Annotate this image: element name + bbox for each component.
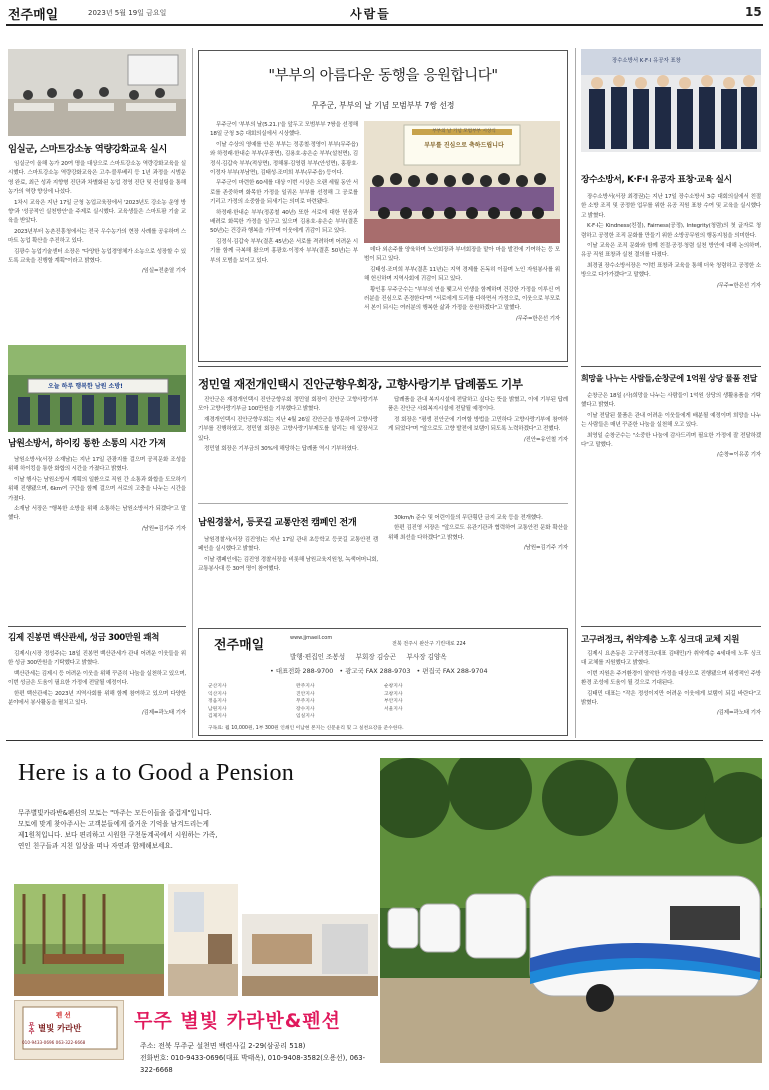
bureau-item: 완주지사 [296,684,315,689]
bureau-item: 순창지사 [384,684,403,689]
divider [581,626,761,627]
paragraph: 황인홍 무주군수는 "부부의 연을 맺고서 인생을 함께하며 건강한 가정을 이루신 여러분을 진심으로 존경한다"며 "서로에게 도리를 다하면서 가정으로, 이웃으로 부모로서 본이 되시는 여러분의 행복한 삶과 가정을 응원하겠다"고 말했다. [364,286,560,312]
divider [198,366,568,367]
article-body [8,160,186,277]
vice-chairman: 부회장 김승곤 [355,653,396,661]
paragraph: 진안군은 재경개인택시 진안군향우회 정민열 회장이 진안군 고향사랑기부 모아 고향사랑기부금 100만원을 기부했다고 밝혔다. [198,397,378,413]
bureau-item: 익산지사 [208,691,227,697]
column-rule [192,48,193,738]
ad-fax: 광고국 FAX 288-9703 [345,667,411,675]
byline: /김제=곽노태 기자 [141,710,186,717]
paragraph: 임실군이 올해 농가 20여 명을 대상으로 스마트강소농 역량강화교육을 실시했다. 스마트강소농 역량강화교육은 고추·블루베리 등 1년 과정을 시범운영 완료, 최근 성과 지향형 진단과 차별화된 농업 경영 진단 및 컨설팅을 통해 농가의 역량 향상에 나섰다. [8,161,186,196]
article-body [198,536,378,576]
byline: /순창=이유종 기자 [716,452,761,459]
paragraph: 최영일 순창군수는 "소중한 나눔에 감사드리며 필요한 가정에 잘 전달하겠다"고 말했다. [581,432,761,449]
bureau-item: 장수지사 [296,706,315,712]
publication-brand: 전주매일 [8,8,59,23]
article-headline: 고구려정크, 취약계층 노후 싱크대 교체 지원 [581,635,740,645]
byline: /임실=전춘열 기자 [141,268,186,275]
paragraph: 이날 교육은 조직 문화와 함께 친절·공정·청렴 실천 방안에 대해 논의하며, 유공 직원 표창과 실천 결의를 다졌다. [581,243,761,259]
byline: /남원=김기주 기자 [141,525,186,532]
pension-phone: 전화번호: 010-9433-0696(대표 박태옥), 010-9408-3582(오용선), 063-322-6668 [140,1054,366,1074]
divider [581,366,761,367]
photo-caravans-forest [380,758,762,1063]
feature-subtitle: 무주군, 부부의 날 기념 모범부부 7쌍 선정 [311,101,455,110]
article-headline: 남원소방서, 하이킹 통한 소통의 시간 가져 [8,439,166,449]
paragraph: K·F·I는 Kindness(친절), Fairness(공정), Integrity(청렴)의 첫 글자로 청렴하고 공정한 조직 문화를 만들기 위한 소방공무원의 행동지침을 의미한다. [581,223,761,239]
pension-address: 주소: 전북 무주군 설천면 백련사길 2-29(삼공리 518) [140,1042,306,1050]
paragraph: 이날 캠페인에는 김진영 경찰서장을 비롯해 남원교육지원청, 녹색어머니회, 교통봉사대 등 30여 명이 참여했다. [198,556,378,573]
paragraph: 소재남 서장은 "행복한 소방을 위해 소통하는 남원소방서가 되겠다"고 말했다. [8,506,186,522]
bureau-list [384,683,474,713]
photo-banner-text: 장수소방서 K·F·I 유공자 표창 [612,58,681,64]
paragraph: 2023년부터 농촌진흥청에서는 전국 우수농가의 현장 사례를 공유하며 스마트 농업 확산을 추진하고 있다. [8,228,186,245]
article-headline: 희망을 나누는 사람들,순창군에 1억원 상당 물품 전달 [581,374,758,383]
byline: /김제=곽노태 기자 [716,710,761,717]
ad-line: 연인 친구들과 지친 일상을 떠나 자연과 함께해보세요. [18,842,173,850]
bureau-item: 정읍지사 [208,699,227,705]
edit-fax: 편집국 FAX 288-9704 [422,667,488,675]
paragraph: 김제시 요촌동은 고구려정크(대표 김태민)가 취약계층 4세대에 노후 싱크대 교체를 지원했다고 밝혔다. [581,651,761,667]
paragraph: 이날 전달된 물품은 관내 어려운 이웃들에게 배분될 예정이며 희망을 나누는 사람들은 매년 꾸준한 나눔을 실천해 오고 있다. [581,412,761,429]
divider [198,503,568,504]
byline: /무주=한은선 기자 [515,315,560,322]
bureau-list [296,683,386,721]
paragraph: 남원소방서(서장 소재남)는 지난 17일 관광지를 걸으며 공직문화 조성을 위해 하이킹을 통한 화합의 시간을 가졌다고 밝혔다. [8,457,186,473]
paragraph: 이번 지원은 주거환경이 열악한 가정을 대상으로 진행됐으며 위생적인 주방환경 조성에 도움이 될 것으로 기대된다. [581,670,761,687]
paragraph: 장수소방서(서장 최경권)는 지난 17일 장수소방서 3층 대회의실에서 친절한 소방 조직 및 공정한 업무를 위한 유공 직원 표창 수여 및 교육을 실시했다고 밝혔다. [581,194,761,219]
sign-phone: 010-9433-0696 063-322-6668 [22,1040,86,1045]
sign-text-top: 펜 션 [56,1011,71,1019]
paragraph: 정 회장은 "평생 진안군에 기여할 방법을 고민하다 고향사랑기부에 참여하게 되었다"며 "앞으로도 고향 발전에 보탬이 되도록 노력하겠다"고 전했다. [388,416,568,433]
ad-line: 모토에 맞게 찾아주시는 고객분들에게 즐거운 기억을 남겨드리는게 [18,820,209,828]
page-number: 15 [745,5,762,19]
masthead-address: 전북 전주시 완산구 기린대로 224 [392,641,466,647]
masthead-brand: 전주매일 [214,638,265,653]
article-headline: 남원경찰서, 등굣길 교통안전 캠페인 전개 [198,517,357,528]
photo-bbq-deck [14,884,164,996]
paragraph: 김정식·김갑숙 부부(결혼 45년)은 서로를 격려하며 어려운 시기를 함께 극복해 왔으며 홍광호·이정자 부부(결혼 50년)는 부부의 모범을 보이고 있다. [210,238,358,264]
paragraph: 무주군이 '부부의 날(5.21.)'을 앞두고 모범부부 7쌍을 선정해 18일 군청 3층 대회의실에서 시상했다. [210,122,358,138]
article-body [210,121,358,267]
masthead-publisher [290,653,560,661]
paragraph: 1차시 교육은 지난 17일 군청 농업교육장에서 '2023년도 강소농 운영 방향'과 '성공적인 실천방안'을 주제로 실시했다. 교육생들은 스마트팜 기술 교육을 받았다. [8,199,186,225]
article-body [388,396,568,445]
ad-top-rule [6,740,763,741]
ad-line: 제1원칙입니다. 보다 편리하고 시원한 구천동계곡에서 시원하는 가족, [18,831,218,839]
paragraph: 최경권 장수소방서장은 "이번 표창과 교육을 통해 더욱 청렴하고 공정한 소방으로 다가가겠다"고 말했다. [581,262,761,279]
pension-name: 무주 별빛 카라반&펜션 [134,1010,341,1032]
paragraph: 답례품을 관내 복지시설에 전달하고 싶다는 뜻을 밝혔고, 이에 기부된 답례품은 진안군 사회복지시설에 전달될 예정이다. [388,397,568,413]
article-body [388,514,568,554]
photo-banner-text: 부부를 진심으로 축하드립니다 [424,142,504,149]
paragraph: 한편 백산관세는 2023년 지역사회를 위해 함께 참여하고 있으며 다양한 분야에서 봉사활동을 펼치고 있다. [8,690,186,707]
sign-text-main: 별빛 카라반 [38,1023,82,1033]
issue-date: 2023년 5월 19일 금요일 [88,9,167,17]
byline: /무주=한은선 기자 [716,282,761,289]
paragraph: 재경개인택시 진안군향우회는 지난 4월 26일 진안군을 방문하여 고향사랑기부를 진행하였고, 정민열 회장은 고향사랑기부제도를 알리는 데 앞장서고 있다. [198,416,378,442]
photo-banner-text: 오늘 하루 행복한 남원 소방! [48,383,123,390]
article-body [581,392,761,461]
vice-president: 부사장 김양옥 [406,653,447,661]
photo-classroom [8,49,186,136]
photo-banner-text: 부부의 날 기념 모범부부 시상식 [432,129,496,134]
sign-text-left: 무주 [27,1022,34,1034]
byline: /남원=김기주 기자 [523,545,568,552]
masthead-footer: 구독료: 월 10,000원, 1부 300원 인쇄인 이남현 본지는 신문윤리 및 그 실천요강을 준수한다. [208,726,404,731]
paragraph: 하정래·한내순 부부(정종철 40년) 또한 서로에 대한 믿음과 배려로 화목한 가정을 일구고 있으며 김용호·송은순 부부(결혼 50년)는 건강과 행복을 가꾸며 이웃에게 귀감이 되고 있다. [210,209,358,235]
header-rule [6,24,763,26]
paragraph: 김제시(시장 정성주)는 18일 진봉면 백산관세가 관내 어려운 이웃들을 위한 성금 300만원을 기탁했다고 밝혔다. [8,651,186,667]
photo-room-interior [168,884,238,996]
main-phone: 대표전화 288-9700 [275,667,334,675]
feature-headline: "부부의 아름다운 동행을 응원합니다" [268,68,498,84]
paragraph: 김태민 대표는 "작은 정성이지만 어려운 이웃에게 보탬이 되길 바란다"고 밝혔다. [581,690,761,707]
paragraph: 정민열 회장은 기부금의 30%에 해당하는 답례품 역시 기부하였다. [204,446,359,453]
photo-firefighters [581,49,761,152]
masthead-phones: • 대표전화 288-9700 • 광고국 FAX 288-9703 • 편집국 FAX 288-9704 [270,667,488,675]
paragraph: 순창군은 18일 (사)희망을 나누는 사람들이 1억원 상당의 생활용품을 기탁했다고 밝혔다. [581,393,761,409]
article-body [581,650,761,719]
paragraph: 백산관세는 김제시 등 어려운 이웃을 위해 꾸준히 나눔을 실천하고 있으며, 이번 성금은 도움이 필요한 가정에 전달될 예정이다. [8,670,186,687]
paragraph: 김광수 농업기술센터 소장은 "다양한 농업경영체가 소농으로 성장할 수 있도록 교육을 진행할 계획"이라고 밝혔다. [8,248,186,265]
article-body [581,193,761,291]
pension-contact [140,1040,380,1076]
article-headline: 김제 진봉면 백산관세, 성금 300만원 쾌척 [8,633,160,643]
paragraph: 이날 행사는 남원소방서 계획의 일환으로 직원 간 소통과 화합을 도모하기 위해 진행됐으며, 6km여 구간을 함께 걸으며 서로의 고충을 나누는 시간을 가졌다. [8,476,186,502]
photo-kitchen-interior [242,884,378,996]
ad-headline: Here is a to Good a Pension [18,760,295,786]
section-title: 사람들 [350,7,391,21]
paragraph: 이날 수상의 영예를 안은 부부는 정종철·정영이 부부(무주읍)와 하정래·한내순 부부(무풍면), 김용호·송은순 부부(설천면), 김정식·김갑숙 부부(적상면), 정해룡·김영림 부부(안성면), 홍광호·이정자 부부(부남면), 김태성·조미희 부부(무주읍) 등이다. [210,141,358,177]
bureau-list [208,683,298,721]
column-rule [575,48,576,738]
bureau-item: 군산지사 [208,684,227,689]
masthead-url: www.jjmaeil.com [290,635,333,641]
publisher-name: 발행·편집인 조봉성 [290,653,346,661]
article-body [8,456,186,534]
divider [8,626,186,627]
bureau-item: 남원지사 [208,706,227,712]
article-headline: 정민열 재전개인택시 진안군향우회장, 고향사랑기부 답례품도 기부 [198,377,523,391]
byline: /진안=유인철 기자 [523,436,568,443]
bureau-item: 부안지사 [384,699,403,705]
ad-line: 무주별빛카라반&펜션의 모토는 "마주는 모든이들을 즐겁게"입니다. [18,809,212,817]
article-headline: 임실군, 스마트강소농 역량강화교육 실시 [8,144,167,155]
bureau-item: 무주지사 [296,699,315,705]
bureau-item: 서울지사 [384,706,403,712]
article-headline: 장수소방서, K·F·I 유공자 표창·교육 실시 [581,175,732,185]
bureau-item: 진안지사 [296,691,315,697]
bureau-item: 임실지사 [296,714,315,720]
paragraph: 남원경찰서(서장 김진영)는 지난 17일 관내 초등학교 등굣길 교통안전 캠페인을 실시했다고 밝혔다. [198,537,378,553]
bureau-item: 고창지사 [384,691,403,697]
article-body [8,650,186,719]
paragraph: 30km/h 준수 및 어린이들의 무단횡단 금지 교육 등을 전개했다. [394,515,543,521]
paragraph: 한편 김진영 서장은 "앞으로도 유관기관과 협력하여 교통안전 문화 확산을 위해 최선을 다하겠다"고 밝혔다. [388,525,568,541]
paragraph: 김태성·조미희 부부(결혼 11년)는 지역 경제를 돈독히 이끌며 노인 자원봉사를 위해 헌신하며 지역사회에 귀감이 되고 있다. [364,266,560,283]
bureau-item: 김제지사 [208,714,227,720]
paragraph: 데다 외손주를 양육하며 노인회장과 부녀회장을 맡아 마을 발전에 기여하는 등 모범이 되고 있다. [364,247,560,263]
paragraph: 무주군이 마련한 60세를 대상 이번 시상은 오랜 세월 동안 서로를 존중하며 화목한 가정을 일궈온 부부를 선정해 그 공로를 기리고 가정의 소중함을 되새기는 의미로 마련됐다. [210,180,358,206]
article-body [364,246,560,324]
ad-description [18,808,378,852]
article-body [198,396,378,455]
